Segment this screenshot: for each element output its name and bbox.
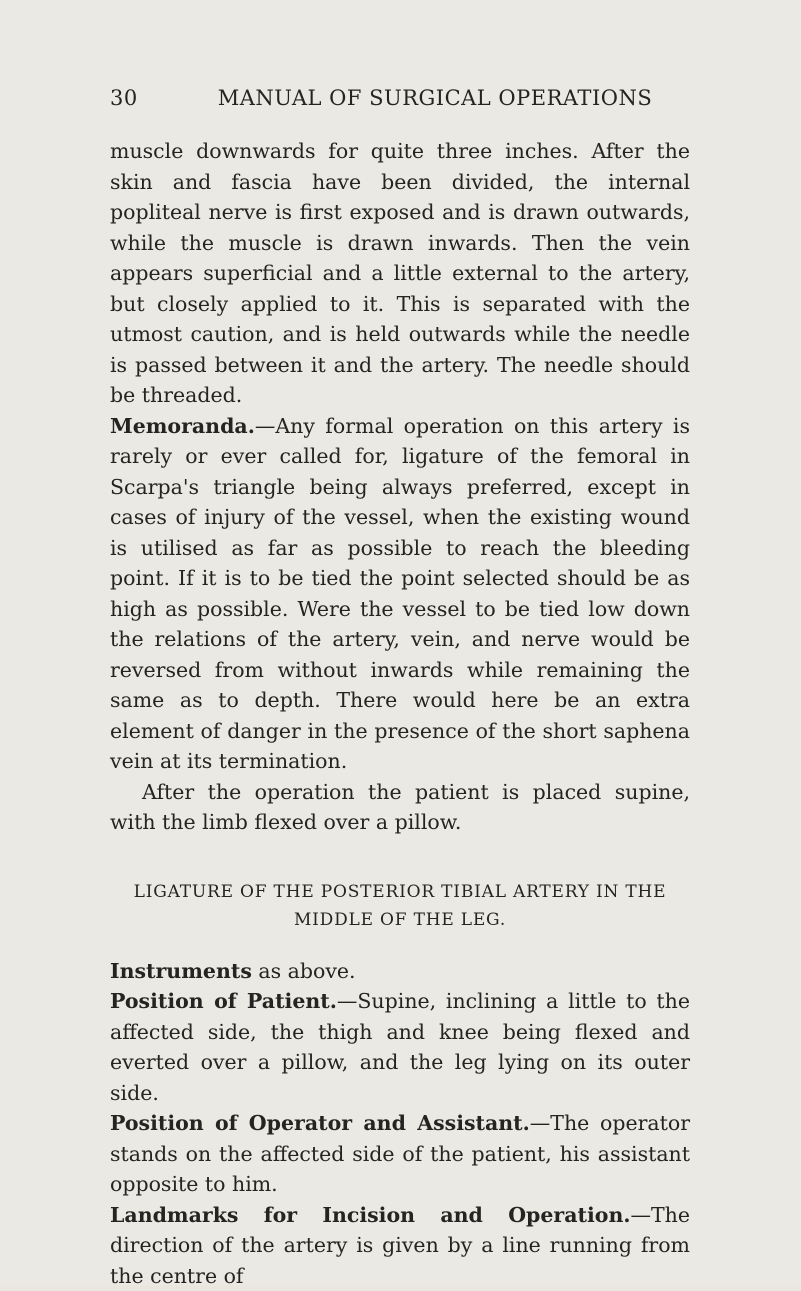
memoranda-label: Memoranda. — [110, 414, 255, 438]
paragraph-landmarks — [110, 1200, 690, 1291]
memoranda-text: —Any formal operation on this artery is rarely or ever called for, ligature of the femoral in Scarpa's triangle being always preferred, except in cases of injury of the vessel, when the existing wound is utilised as far as possible to reach the bleeding point. If it is to be tied the point selected should be as high as possible. Were the vessel to be tied low down the relations of the artery, vein, and nerve would be reversed from without inwards while remaining the same as to depth. There would here be an extra element of danger in the presence of the short saphena vein at its termination. — [110, 414, 690, 774]
running-head — [110, 86, 690, 114]
landmarks-label: Landmarks for Incision and Operation. — [110, 1203, 630, 1227]
body-text — [110, 136, 690, 1291]
instruments-label: Instruments — [110, 959, 252, 983]
section-heading — [110, 878, 690, 934]
running-title: MANUAL OF SURGICAL OPERATIONS — [180, 86, 690, 110]
paragraph-memoranda — [110, 411, 690, 777]
landmarks-text: —The direction of the artery is given by a line running from the centre of — [110, 1203, 690, 1288]
paragraph-continuation: muscle downwards for quite three inches. After the skin and fascia have been divided, the internal popliteal nerve is first exposed and is drawn outwards, while the muscle is drawn inwards. Then the vein appears superficial and a little external to the artery, but closely applied to it. This is separated with the utmost caution, and is held outwards while the needle is passed between it and the artery. The needle should be threaded. — [110, 136, 690, 411]
instruments-text: as above. — [252, 959, 356, 983]
section-heading-line-1: LIGATURE OF THE POSTERIOR TIBIAL ARTERY IN THE — [110, 878, 690, 906]
position-patient-text: —Supine, inclining a little to the affected side, the thigh and knee being flexed and everted over a pillow, and the leg lying on its outer side. — [110, 989, 690, 1105]
paragraph-after-operation: After the operation the patient is placed supine, with the limb flexed over a pillow. — [110, 777, 690, 838]
page-number: 30 — [110, 86, 138, 110]
paragraph-instruments — [110, 956, 690, 987]
paragraph-position-patient — [110, 986, 690, 1108]
section-heading-line-2: MIDDLE OF THE LEG. — [110, 906, 690, 934]
position-operator-text: —The operator stands on the affected side of the patient, his assistant opposite to him. — [110, 1111, 690, 1196]
position-operator-label: Position of Operator and Assistant. — [110, 1111, 530, 1135]
position-patient-label: Position of Patient. — [110, 989, 337, 1013]
paragraph-position-operator — [110, 1108, 690, 1200]
